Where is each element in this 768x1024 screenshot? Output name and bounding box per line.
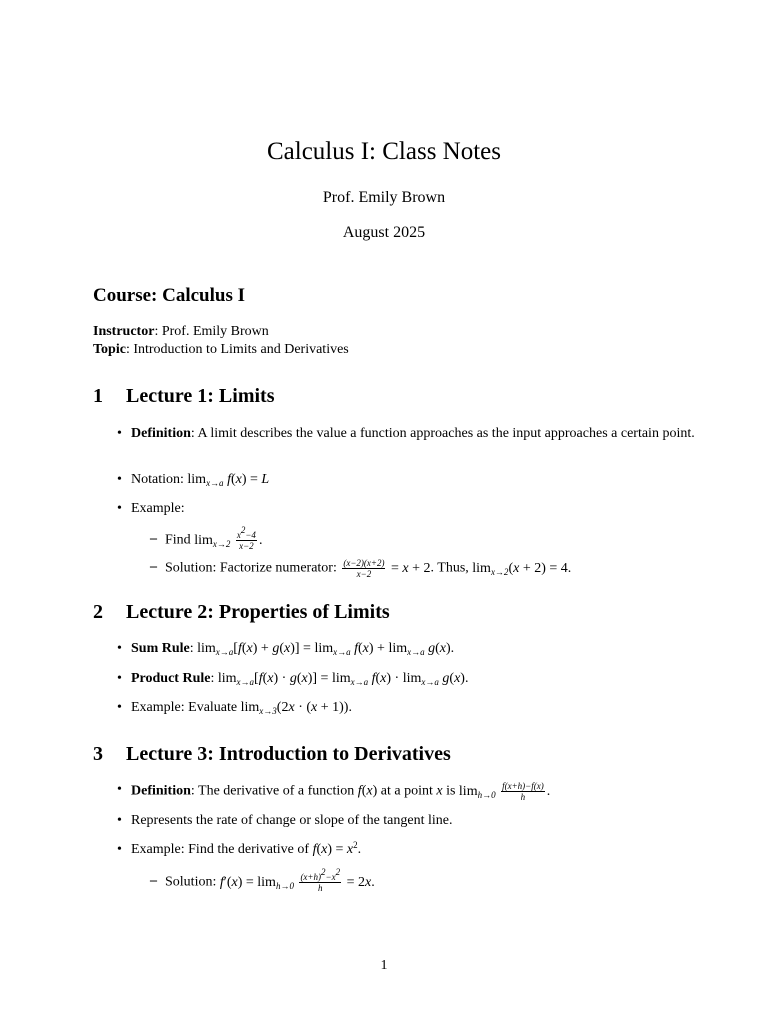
limit-notation-formula: $\lim_{x\to a} f(x) = L$ [187,472,270,488]
rate-of-change-text: Represents the rate of change or slope of the tangent line. [131,813,453,828]
list-item [115,425,695,442]
instructor-line [93,324,269,340]
definition-text: : The derivative of a function [190,783,358,799]
topic-line [93,342,349,358]
evaluate-label: Example: Evaluate [131,700,241,715]
definition-text: at a point [377,783,437,799]
solution-label: Solution: Factorize numerator: [165,560,341,576]
thus-label: . Thus, [430,560,473,576]
sum-rule-formula: $\lim_{x\to a}[f(x) + g(x)] = \lim_{x\to a} f(x) + \lim_{x\to a} g(x)$. [197,641,455,657]
sub-list-item [150,525,710,551]
bullet-icon: • [117,671,122,686]
section-heading-1 [93,385,275,408]
document-title: Calculus I: Class Notes [266,138,501,165]
limit-result-formula: $\lim_{x\to 2}(x + 2) = 4$. [472,560,572,577]
definition-label: Definition [131,426,191,441]
factorization-formula: $\frac{(x-2)(x+2)}{x-2}$ = x + 2 [343,558,431,579]
list-item: • Definition: The derivative of a function f(x) at a point x is $\lim_{h\to 0}$ $\frac{f(x+h)-f(x)}{h}$ . [117,781,551,802]
derivative-solution-label: Solution: [165,874,220,890]
instructor-value: : Prof. Emily Brown [154,324,269,339]
dash-icon: – [150,873,157,888]
find-label: Find [165,532,195,548]
sub-list-item [150,558,710,579]
section-number: 2 [93,601,103,623]
dash-icon: – [150,531,157,546]
list-item: • Product Rule: $\lim_{x\to a}[f(x) \cdot g(x)] = \lim_{x\to a} f(x) \cdot \lim_{x\to a} g(x)$. [117,671,469,687]
list-item [115,500,695,517]
definition-text: is [442,783,459,799]
list-item [115,841,695,858]
instructor-label: Instructor [93,324,155,339]
function-formula: $f(x) = x^2$. [312,840,362,857]
bullet-icon: • [117,842,122,857]
document-author: Prof. Emily Brown [322,189,446,206]
bullet-icon: • [117,501,122,516]
product-rule-label: Product Rule [131,671,211,686]
sum-rule-label: Sum Rule [131,641,190,656]
example-limit-formula: $\lim_{x\to 2}$ $\frac{x^2-4}{x-2}$ . [194,525,263,551]
list-item [115,471,695,488]
bullet-icon: • [117,813,122,828]
section-title: Lecture 3: Introduction to Derivatives [126,743,451,765]
section-heading-2 [93,601,390,624]
example-label: Example: [131,501,185,516]
definition-text: : A limit describes the value a function approaches as the input approaches a certain point. [190,426,695,441]
notation-label: Notation: [131,472,188,487]
bullet-icon: • [117,700,122,715]
bullet-icon: • [117,641,122,656]
list-item: • Sum Rule: $\lim_{x\to a}[f(x) + g(x)] = \lim_{x\to a} f(x) + \lim_{x\to a} g(x)$. [117,641,455,657]
bullet-icon: • [117,782,122,797]
course-heading: Course: Calculus I [93,285,246,306]
section-number: 3 [93,743,103,765]
bullet-icon: • [117,472,122,487]
topic-label: Topic [93,342,126,357]
topic-value: : Introduction to Limits and Derivatives [125,342,349,357]
function-symbol: f [357,783,362,799]
section-title: Lecture 1: Limits [126,385,275,407]
point-symbol: x [436,783,443,799]
evaluate-formula: $\lim_{x\to 3}(2x \cdot (x + 1))$. [240,700,352,716]
dash-icon: – [150,559,157,574]
section-number: 1 [93,385,103,407]
bullet-icon: • [117,426,122,441]
derivative-definition-label: Definition [131,783,191,799]
sub-list-item [150,867,710,893]
derivative-example-text: Example: Find the derivative of [131,842,313,857]
page-number: 1 [380,958,388,973]
section-title: Lecture 2: Properties of Limits [126,601,390,623]
derivative-limit-formula: $\lim_{h\to 0}$ $\frac{f(x+h)-f(x)}{h}$ . [458,781,551,802]
list-item [115,699,695,716]
document-date: August 2025 [342,224,426,241]
section-heading-3 [93,743,451,766]
list-item [115,812,695,829]
derivative-solution-formula: $f'(x) = \lim_{h\to 0}$ $\frac{(x+h)^2-x^2}{h}$ = 2x. [219,867,375,893]
product-rule-formula: $\lim_{x\to a}[f(x) \cdot g(x)] = \lim_{x\to a} f(x) \cdot \lim_{x\to a} g(x)$. [217,671,469,687]
